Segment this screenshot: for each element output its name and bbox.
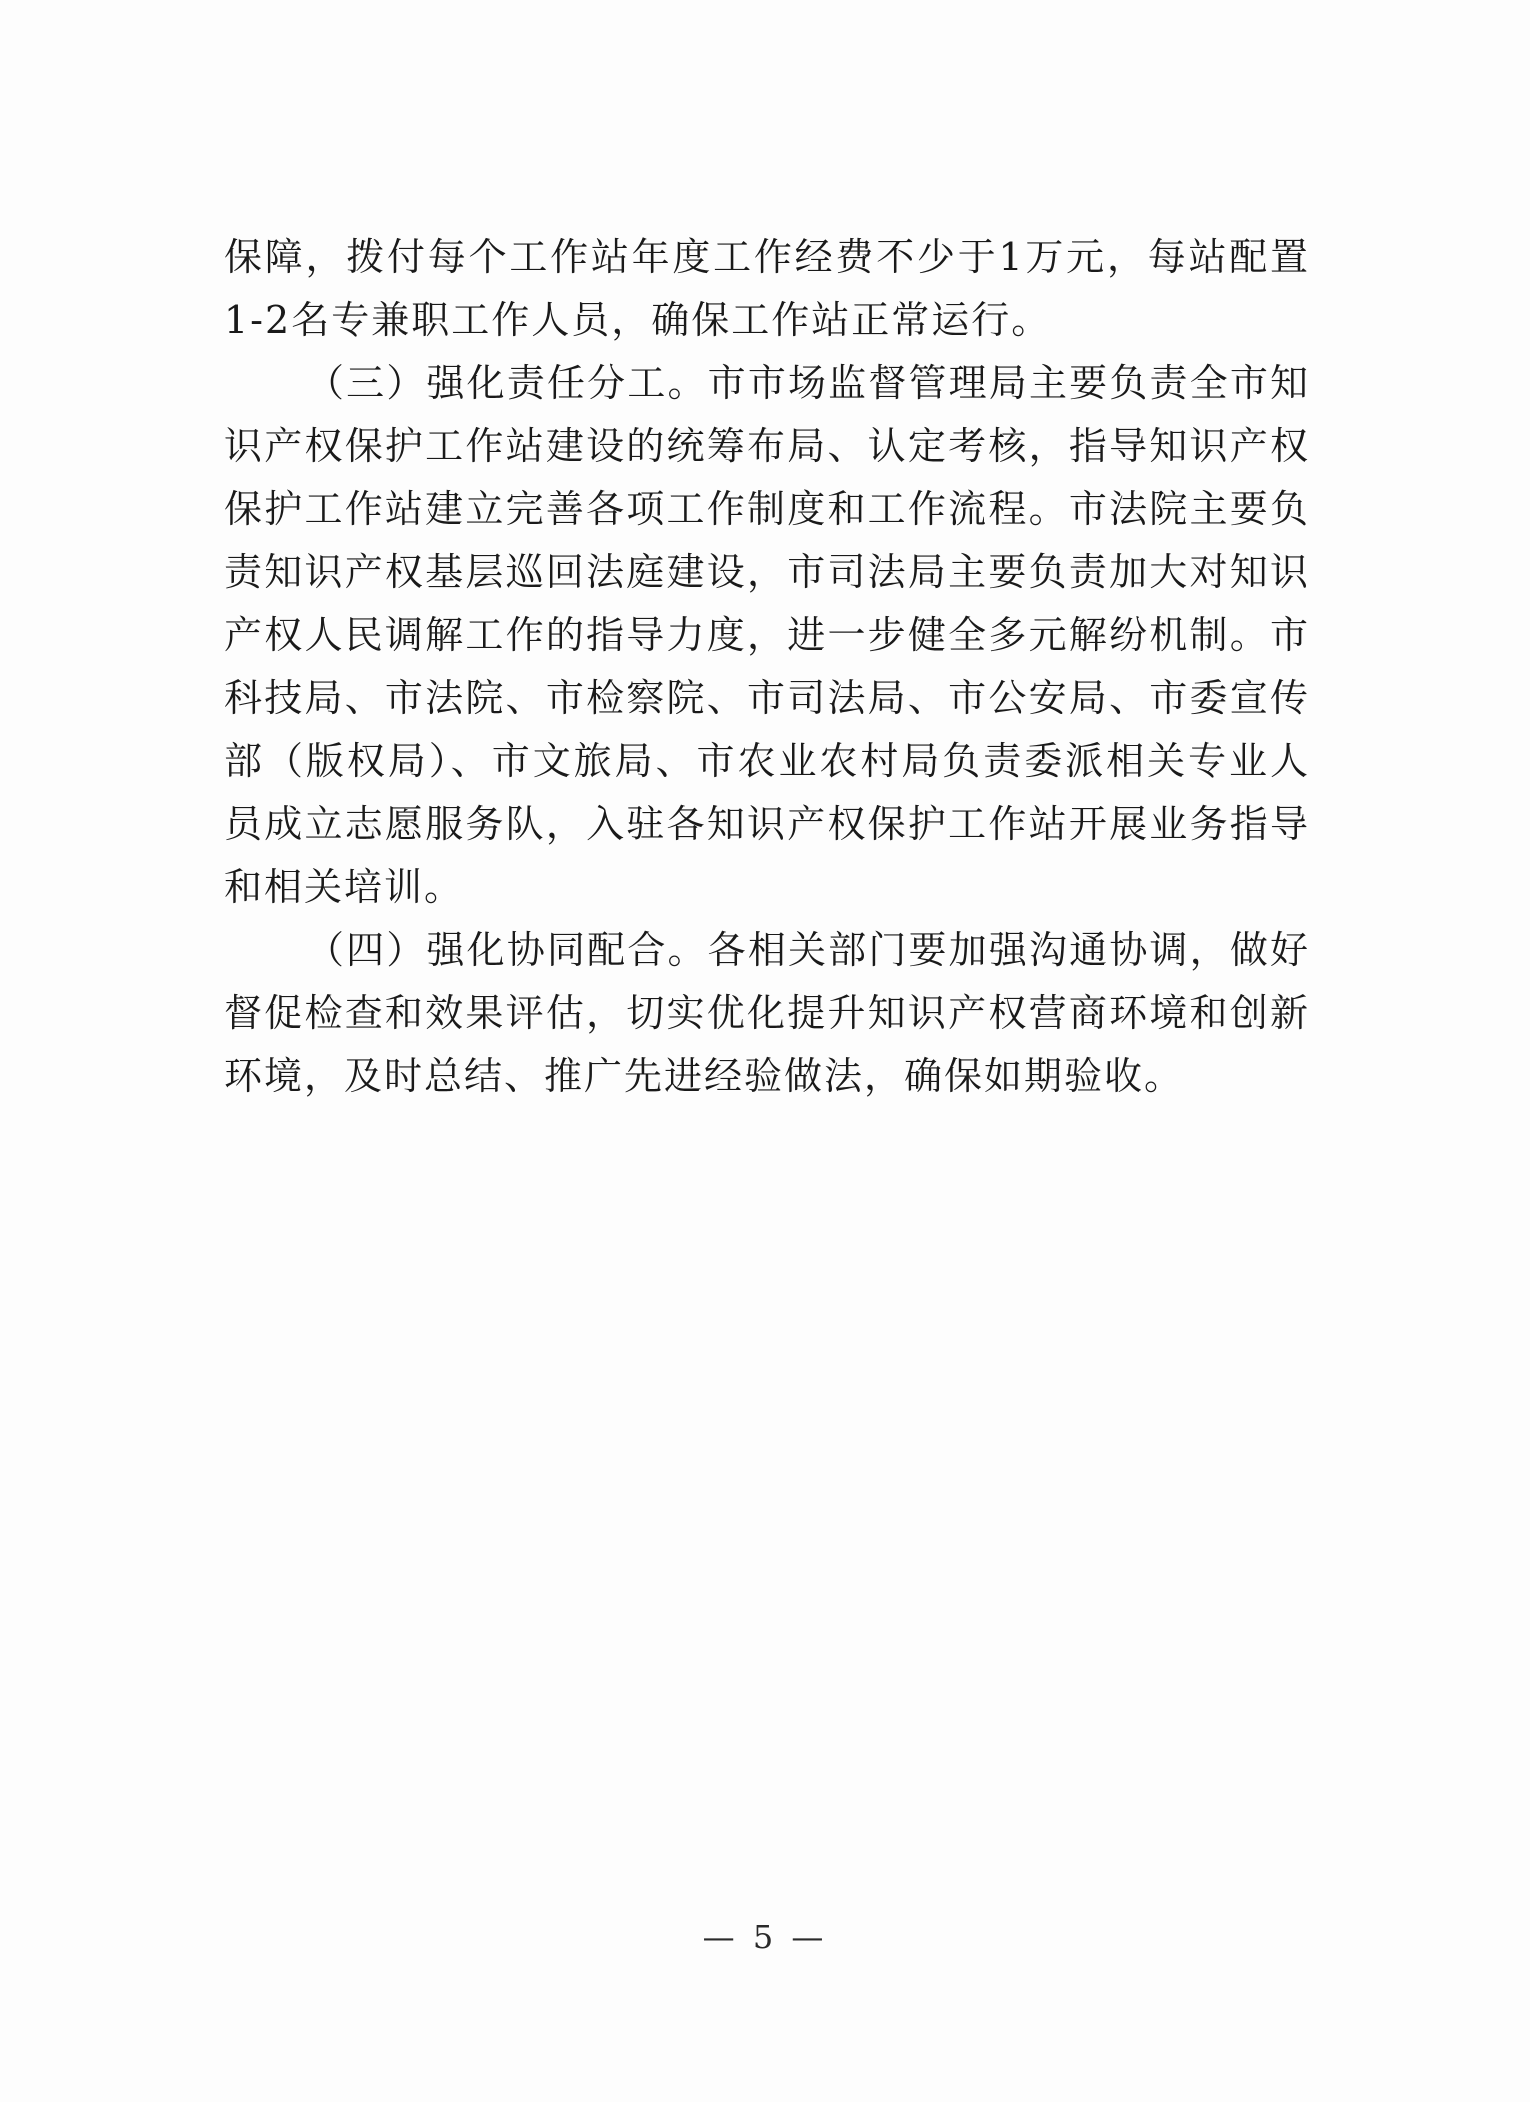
paragraph-funding-continuation: 保障，拨付每个工作站年度工作经费不少于1万元，每站配置1-2名专兼职工作人员，确保工作站正常运行。 [224, 235, 1310, 342]
page-number: — 5 — [702, 1918, 828, 1956]
paragraph-responsibility-division: （三）强化责任分工。市市场监督管理局主要负责全市知识产权保护工作站建设的统筹布局、认定考核，指导知识产权保护工作站建立完善各项工作制度和工作流程。市法院主要负责知识产权基层巡回法庭建设，市司法局主要负责加大对知识产权人民调解工作的指导力度，进一步健全多元解纷机制。市科技局、市法院、市检察院、市司法局、市公安局、市委宣传部（版权局）、市文旅局、市农业农村局负责委派相关专业人员成立志愿服务队，入驻各知识产权保护工作站开展业务指导和相关培训。 [224, 361, 1310, 909]
document-body [224, 226, 1310, 1108]
paragraph-coordination: （四）强化协同配合。各相关部门要加强沟通协调，做好督促检查和效果评估，切实优化提升知识产权营商环境和创新环境，及时总结、推广先进经验做法，确保如期验收。 [224, 928, 1310, 1098]
